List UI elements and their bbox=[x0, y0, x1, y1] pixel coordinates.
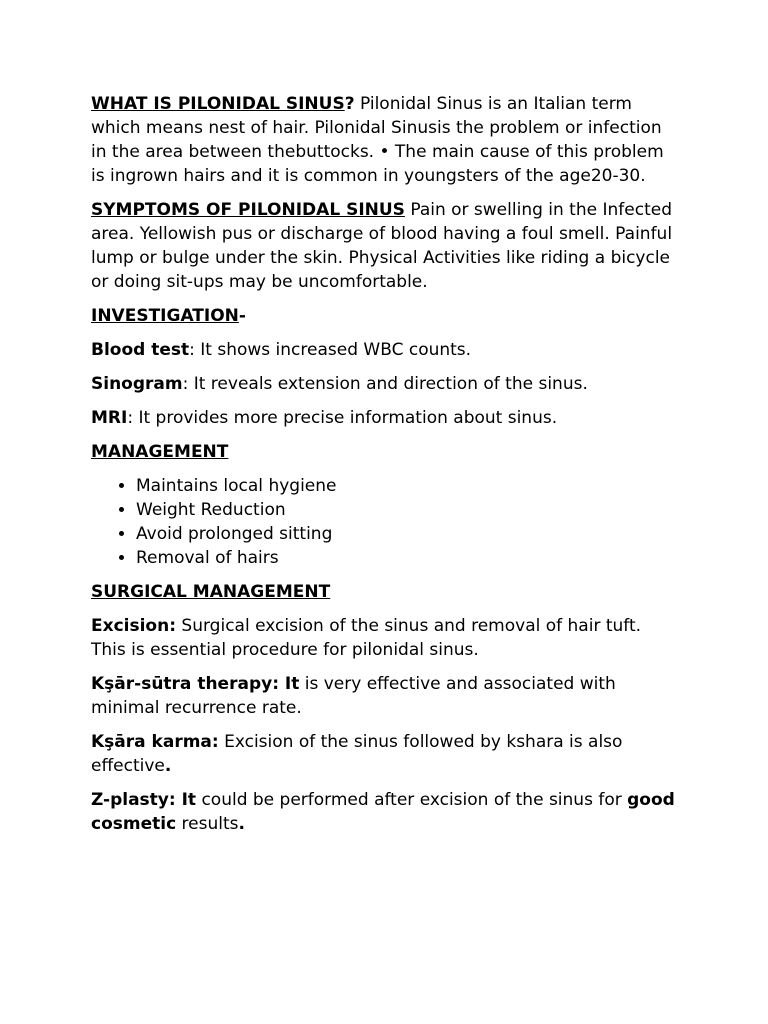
investigation-term: MRI bbox=[91, 408, 128, 428]
zplasty-text: could be performed after excision of the sinus for bbox=[196, 790, 628, 810]
investigation-heading-line bbox=[91, 304, 681, 328]
investigation-heading: INVESTIGATION bbox=[91, 306, 239, 326]
investigation-text: : It shows increased WBC counts. bbox=[189, 340, 472, 360]
list-item: • Removal of hairs bbox=[136, 546, 681, 570]
zplasty-paragraph bbox=[91, 788, 681, 836]
intro-heading: WHAT IS PILONIDAL SINUS bbox=[91, 94, 345, 114]
list-item: • Avoid prolonged sitting bbox=[136, 522, 681, 546]
excision-text: Surgical excision of the sinus and removal of hair tuft. This is essential procedure for pilonidal sinus. bbox=[91, 616, 642, 660]
zplasty-term2: good cosmetic bbox=[91, 790, 675, 834]
symptoms-paragraph bbox=[91, 198, 681, 294]
investigation-text: : It provides more precise information about sinus. bbox=[127, 408, 558, 428]
symptoms-heading: SYMPTOMS OF PILONIDAL SINUS bbox=[91, 200, 405, 220]
ksharakarma-text: Excision of the sinus followed by kshara is also effective bbox=[91, 732, 623, 776]
ksharakarma-term: Kşāra karma: bbox=[91, 732, 219, 752]
symptoms-text: Pain or swelling in the Infected area. Yellowish pus or discharge of blood having a foul smell. Painful lump or bulge under the skin. Physical Activities like riding a bicycle or doing sit-ups may be uncomfortable. bbox=[91, 200, 673, 292]
zplasty-end: . bbox=[238, 814, 245, 834]
ksharsutra-paragraph bbox=[91, 672, 681, 720]
list-item: • Maintains local hygiene bbox=[136, 474, 681, 498]
zplasty-text2: results bbox=[176, 814, 239, 834]
management-list bbox=[91, 474, 681, 570]
intro-text: Pilonidal Sinus is an Italian term which means nest of hair. Pilonidal Sinusis the problem or infection in the area between thebuttocks. • The main cause of this problem is ingrown hairs and it is common in youngsters of the age20-30. bbox=[91, 94, 664, 186]
investigation-text: : It reveals extension and direction of the sinus. bbox=[182, 374, 588, 394]
management-heading: MANAGEMENT bbox=[91, 442, 229, 462]
investigation-heading-suffix: - bbox=[238, 306, 246, 326]
investigation-term: Sinogram bbox=[91, 374, 183, 394]
investigation-sinogram bbox=[91, 372, 681, 396]
document-page bbox=[91, 92, 681, 846]
investigation-mri bbox=[91, 406, 681, 430]
surgical-heading-line bbox=[91, 580, 681, 604]
list-item: • Weight Reduction bbox=[136, 498, 681, 522]
intro-heading-mark: ? bbox=[344, 94, 355, 114]
excision-term: Excision: bbox=[91, 616, 177, 636]
investigation-blood-test bbox=[91, 338, 681, 362]
ksharsutra-text: is very effective and associated with minimal recurrence rate. bbox=[91, 674, 616, 718]
intro-paragraph bbox=[91, 92, 681, 188]
management-heading-line bbox=[91, 440, 681, 464]
surgical-heading: SURGICAL MANAGEMENT bbox=[91, 582, 331, 602]
investigation-term: Blood test bbox=[91, 340, 190, 360]
ksharakarma-end: . bbox=[164, 756, 172, 776]
ksharakarma-paragraph bbox=[91, 730, 681, 778]
zplasty-term: Z-plasty: It bbox=[91, 790, 197, 810]
excision-paragraph bbox=[91, 614, 681, 662]
ksharsutra-term: Kşār-sūtra therapy: It bbox=[91, 674, 300, 694]
